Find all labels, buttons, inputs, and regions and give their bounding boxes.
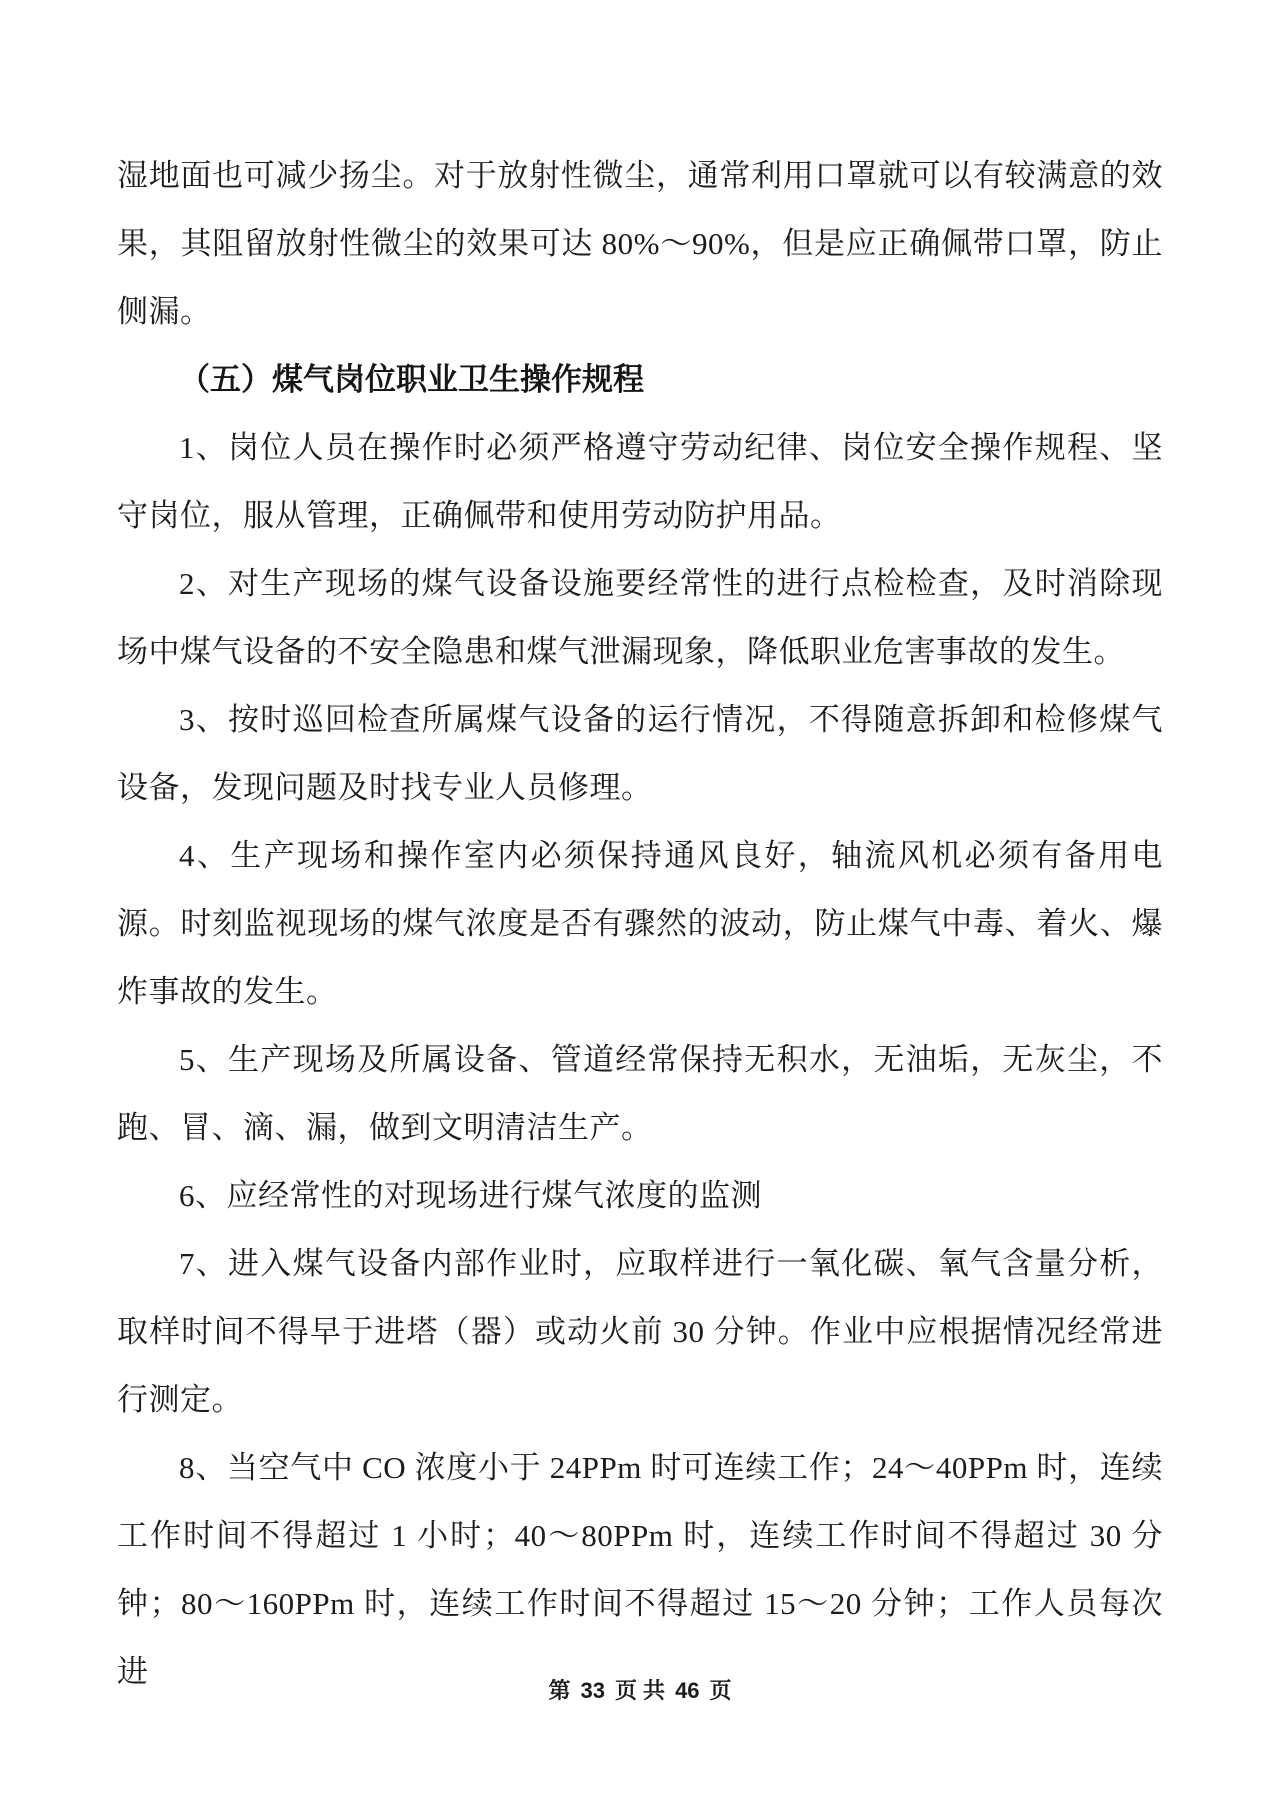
section-heading: （五）煤气岗位职业卫生操作规程 bbox=[179, 362, 644, 397]
paragraph-continuation: 湿地面也可减少扬尘。对于放射性微尘，通常利用口罩就可以有较满意的效果，其阻留放射性微尘的效果可达 80%～90%，但是应正确佩带口罩，防止侧漏。 bbox=[117, 158, 1163, 329]
paragraph-item-6: 6、应经常性的对现场进行煤气浓度的监测 bbox=[179, 1178, 762, 1213]
total-pages: 46 bbox=[675, 1678, 700, 1703]
paragraph-item-4: 4、生产现场和操作室内必须保持通风良好，轴流风机必须有备用电源。时刻监视现场的煤气浓度是否有骤然的波动，防止煤气中毒、着火、爆炸事故的发生。 bbox=[117, 838, 1163, 1009]
paragraph-item-5: 5、生产现场及所属设备、管道经常保持无积水，无油垢，无灰尘，不跑、冒、滴、漏，做到文明清洁生产。 bbox=[117, 1042, 1163, 1145]
footer-label-infix: 页 共 bbox=[614, 1678, 666, 1703]
paragraph-item-1: 1、岗位人员在操作时必须严格遵守劳动纪律、岗位安全操作规程、坚守岗位，服从管理，正确佩带和使用劳动防护用品。 bbox=[117, 430, 1163, 533]
footer-label-suffix: 页 bbox=[709, 1678, 732, 1703]
paragraph-item-8: 8、当空气中 CO 浓度小于 24PPm 时可连续工作；24～40PPm 时，连续工作时间不得超过 1 小时；40～80PPm 时，连续工作时间不得超过 30 分钟；80～160PPm 时，连续工作时间不得超过 15～20 分钟；工作人员每次进 bbox=[117, 1450, 1163, 1689]
page-footer bbox=[0, 1676, 1280, 1706]
footer-label-prefix: 第 bbox=[548, 1678, 571, 1703]
paragraph-item-7: 7、进入煤气设备内部作业时，应取样进行一氧化碳、氧气含量分析，取样时间不得早于进塔（器）或动火前 30 分钟。作业中应根据情况经常进行测定。 bbox=[117, 1246, 1163, 1417]
page-number: 33 bbox=[580, 1678, 605, 1703]
document-body bbox=[117, 142, 1163, 1706]
paragraph-item-3: 3、按时巡回检查所属煤气设备的运行情况，不得随意拆卸和检修煤气设备，发现问题及时找专业人员修理。 bbox=[117, 702, 1163, 805]
paragraph-item-2: 2、对生产现场的煤气设备设施要经常性的进行点检检查，及时消除现场中煤气设备的不安全隐患和煤气泄漏现象，降低职业危害事故的发生。 bbox=[117, 566, 1163, 669]
